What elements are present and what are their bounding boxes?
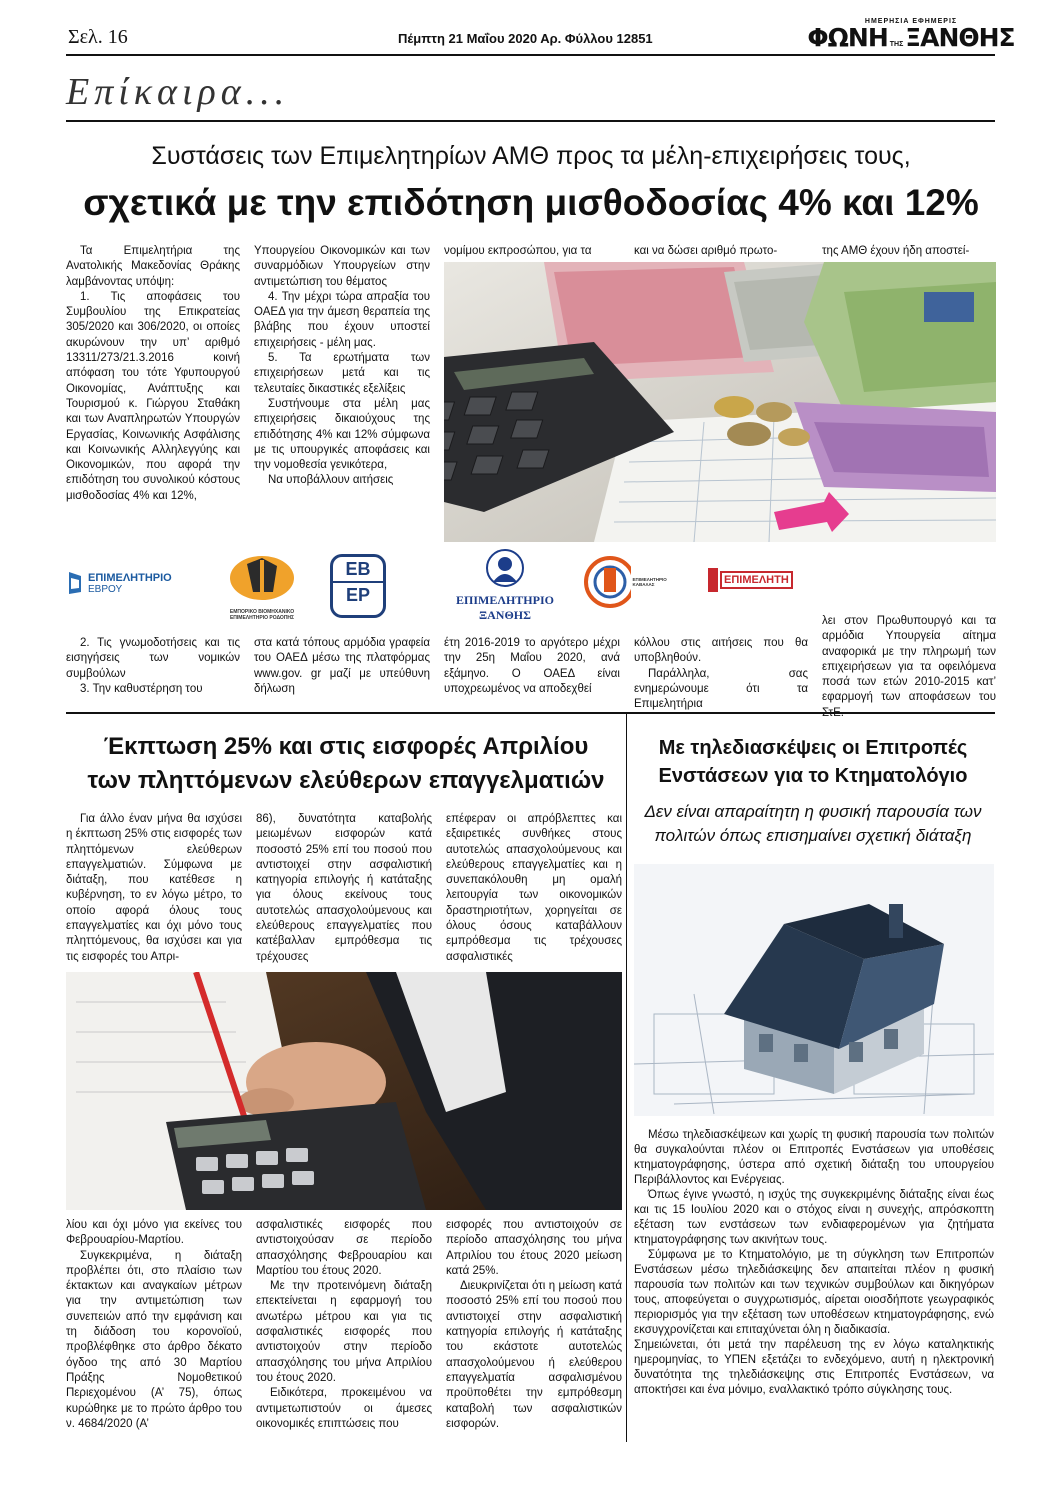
ebep-label-2: ΕΡ <box>333 581 383 607</box>
page-number: Σελ. 16 <box>68 26 128 48</box>
paragraph: κόλλου στις αιτήσεις που θα υποβληθούν. <box>634 637 808 665</box>
article2-title <box>66 730 626 798</box>
article1-bottom-column-1 <box>66 636 240 697</box>
article1-column-4-top: και να δώσει αριθμό πρωτο- <box>634 245 778 257</box>
section-rule <box>66 120 995 122</box>
paragraph: 3. Την καθυστέρηση του <box>80 682 203 695</box>
evros-chamber-label-1: ΕΠΙΜΕΛΗΤΗΡΙΟ <box>88 571 172 584</box>
article2-column-1-top <box>66 812 242 965</box>
kavala-chamber-logo <box>584 554 684 610</box>
article2-title-line2: των πληττόμενων ελεύθερων επαγγελματιών <box>87 767 605 794</box>
ebep-chamber-logo <box>330 554 386 618</box>
article3-title <box>632 734 994 790</box>
article2-column-2-top: 86), δυνατότητα καταβολής μειωμένων εισφορών κατά ποσοστό 25% επί του ποσού που αντιστοιχεί στην ασφαλιστική κατηγορία επιλογής ή κατάταξης για όλους εκείνους τους αυτοτελώς απασχολούμενους και ελεύθερους επαγγελματίες που κατέβαλλαν εμπρόθεσμα τις τρέχουσες <box>256 813 432 963</box>
paragraph: Να υποβάλλουν αιτήσεις <box>268 474 394 487</box>
calculator-hand-photo <box>66 972 622 1210</box>
article3-subtitle <box>632 800 994 848</box>
logo-word-tis: ΤΗΣ <box>889 41 904 48</box>
chambers-logos-strip <box>66 548 806 626</box>
article3-title-line2: Ενστάσεων για το Κτηματολόγιο <box>658 765 968 787</box>
article2-column-2-bottom <box>256 1218 432 1432</box>
article3-title-line1: Με τηλεδιασκέψεις οι Επιτροπές <box>658 737 968 759</box>
paragraph: Μέσω τηλεδιασκέψεων και χωρίς τη φυσική παρουσία των πολιτών θα συγκαλούνται πλέον οι Επιτροπές Ενστάσεων για υποθέσεις κτηματογράφησης, ύστερα από σχετική διάταξη του υπουργείου Περιβάλλοντος και Ενέργειας. <box>634 1129 994 1186</box>
article3-subtitle-line1: Δεν είναι απαραίτητη η φυσική παρουσία των <box>644 802 982 821</box>
paragraph: 5. Τα ερωτήματα των επιχειρήσεων μετά και τις τελευταίες δικαστικές εξελίξεις <box>254 352 430 395</box>
article1-bottom-column-3: έτη 2016-2019 το αργότερο μέχρι την 25η Μαΐου 2020, ανά εξάμηνο. Ο ΟΑΕΔ είναι υποχρεωμένος να αποδεχθεί <box>444 637 620 695</box>
logo-word-foni: ΦΩΝΗ <box>807 23 888 52</box>
kavala-chamber-label: ΕΠΙΜΕΛΗΤΗΡΙΟ ΚΑΒΑΛΑΣ <box>632 577 667 587</box>
house-blueprint-photo <box>634 864 994 1116</box>
paragraph: Ειδικότερα, προκειμένου να αντιμετωπιστούν οι άμεσες οικονομικές επιπτώσεις που <box>256 1387 432 1430</box>
xanthi-chamber-label-1: ΕΠΙΜΕΛΗΤΗΡΙΟ <box>456 593 554 607</box>
paragraph: Τα Επιμελητήρια της Ανατολικής Μακεδονίας Θράκης λαμβάνοντας υπόψη: <box>66 245 240 288</box>
article1-bottom-column-2: στα κατά τόπους αρμόδια γραφεία του ΟΑΕΔ μέσω της πλατφόρμας www.gov. gr μαζί με υπεύθυνη δήλωση <box>254 637 430 695</box>
paragraph: ασφαλιστικές εισφορές που αντιστοιχούσαν σε περίοδο απασχόλησης Φεβρουαρίου και Μαρτίου του έτους 2020. <box>256 1219 432 1277</box>
drama-chamber-label: ΕΠΙΜΕΛΗΤΗ <box>720 571 793 589</box>
newspaper-logo[interactable] <box>807 18 1015 58</box>
section-title: Επίκαιρα... <box>66 71 290 113</box>
logo-tagline: ΗΜΕΡΗΣΙΑ ΕΦΗΜΕΡΙΣ <box>864 18 958 25</box>
rodopi-chamber-logo <box>212 552 312 621</box>
evros-chamber-logo <box>66 570 186 596</box>
paragraph: Συγκεκριμένα, η διάταξη προβλέπει ότι, στο πλαίσιο των έκτακτων και αναγκαίων μέτρων για την αντιμετώπιση των συνεπειών από την εμφάνιση και τη διάδοση του κορονοϊού, προβλέφθηκε στο άρθρο δέκατο όγδοο της από 30 Μαρτίου Πράξης Νομοθετικού Περιεχομένου (Α’ 75), όπως κυρώθηκε με το πρώτο άρθρο του ν. 4684/2020 (Α’ <box>66 1249 242 1430</box>
xanthi-chamber-icon <box>485 548 525 588</box>
ebep-label-1: ΕΒ <box>345 559 371 579</box>
rodopi-chamber-label-1: ΕΜΠΟΡΙΚΟ ΒΙΟΜΗΧΑΝΙΚΟ <box>229 609 295 615</box>
paragraph: λίου και όχι μόνο για εκείνες του Φεβρουαρίου-Μαρτίου. <box>66 1219 242 1247</box>
kavala-chamber-icon <box>584 554 631 610</box>
article1-bottom-column-4 <box>634 636 808 712</box>
paragraph: Παράλληλα, σας ενημερώνουμε ότι τα Επιμελητήρια <box>634 667 808 711</box>
drama-chamber-logo <box>706 566 806 594</box>
article2-column-3-bottom <box>446 1218 622 1432</box>
evros-chamber-label-2: ΕΒΡΟΥ <box>88 583 123 595</box>
article1-column-1 <box>66 244 240 504</box>
article1-column-2 <box>254 244 430 489</box>
article1-column-5-top: της ΑΜΘ έχουν ήδη αποστεί- <box>822 245 970 257</box>
issue-info: Πέμπτη 21 Μαΐου 2020 Αρ. Φύλλου 12851 <box>398 31 653 46</box>
article2-title-line1: Έκπτωση 25% και στις εισφορές Απριλίου <box>103 733 589 760</box>
logo-word-xanthis: ΞΑΝΘΗΣ <box>905 23 1015 52</box>
paragraph: Όπως έγινε γνωστό, η ισχύς της συγκεκριμένης διάταξης είναι έως και τις 15 Ιουλίου 2020 και ο στόχος είναι η συνεχής, απρόσκοπτη εξέταση των ενστάσεων των ενδιαφερομένων για ζητήματα κτηματογράφησης των ακινήτων τους. <box>634 1189 994 1246</box>
paragraph: εισφορές που αντιστοιχούν σε περίοδο απασχόλησης του μήνα Απριλίου του έτους 2020 μείωση κατά 25%. <box>446 1219 622 1277</box>
rodopi-chamber-label-2: ΕΠΙΜΕΛΗΤΗΡΙΟ ΡΟΔΟΠΗΣ <box>229 615 295 621</box>
article2-column-3-top: επέφεραν οι απρόβλεπτες και εξαιρετικές συνθήκες στους αυτοτελώς απασχολούμενους και ελεύθερους επαγγελματίες και η συνεπακόλουθη μη ομαλή λειτουργία των οικονομικών δραστηριοτήτων, χορηγείται σε όλους όσους καταβάλλουν εμπρόθεσμα τις τρέχουσες ασφαλιστικές <box>446 813 622 963</box>
paragraph: Διευκρινίζεται ότι η μείωση κατά ποσοστό 25% επί του ποσού που αντιστοιχεί στην ασφαλιστική κατηγορία επιλογής ή κατάταξης του εκάστοτε αυτοτελώς απασχολούμενου ή ελεύθερου επαγγελματία ασφαλισμένου προϋποθέτει την εμπρόθεσμη καταβολή των ασφαλιστικών εισφορών. <box>446 1280 622 1430</box>
article3-subtitle-line2: πολιτών όπως επισημαίνει σχετική διάταξη <box>654 826 972 845</box>
paragraph: 4. Την μέχρι τώρα απραξία του ΟΑΕΔ για την άμεση θεραπεία της βλάβης που έχουν υποστεί επιχειρήσεις - μέλη μας. <box>254 290 430 349</box>
money-calculator-photo <box>444 262 996 542</box>
paragraph: 2. Τις γνωμοδοτήσεις και τις εισηγήσεις των νομικών συμβούλων <box>66 637 240 680</box>
article-divider-horizontal <box>66 712 995 714</box>
article1-column-3-top: νομίμου εκπροσώπου, για τα <box>444 245 592 257</box>
evros-chamber-icon <box>66 570 84 596</box>
xanthi-chamber-logo <box>450 548 560 623</box>
article1-title-line1: Συστάσεις των Επιμελητηρίων ΑΜΘ προς τα μέλη-επιχειρήσεις τους, <box>151 142 911 170</box>
paragraph: Συστήνουμε στα μέλη μας επιχειρήσεις δικαιούχους της επιδότησης 4% και 12% σύμφωνα με τις υπουργικές αποφάσεις και την νομοθεσία γενικότερα, <box>254 397 430 472</box>
article1-title-line2: σχετικά με την επιδότηση μισθοδοσίας 4% και 12% <box>83 182 979 223</box>
article1-column-5-bottom: λει στον Πρωθυπουργό και τα αρμόδια Υπουργεία αίτημα αναφορικά με την πληρωμή των επιχειρήσεων για τα οφειλόμενα ποσά των ετών 2010-2015 κατ’ εφαρμογή των αποφάσεων του <box>822 615 996 704</box>
rodopi-chamber-icon <box>227 552 297 604</box>
xanthi-chamber-label-2: ΞΑΝΘΗΣ <box>479 608 531 622</box>
article3-body <box>634 1128 994 1398</box>
paragraph: Σημειώνεται, ότι μετά την παρέλευση της εν λόγω καταληκτικής ημερομηνίας, το ΥΠΕΝ εξετάζει το ενδεχόμενο, αυτή η ηλεκτρονική δυνατότητα της τηλεδιάσκεψης στις Επιτροπές Ενστάσεων, να αποκτήσει και ένα μόνιμο, εναλλακτικό τρόπο σύγκλησης τους. <box>634 1339 994 1396</box>
article2-column-1-bottom <box>66 1218 242 1432</box>
header-rule <box>66 54 995 56</box>
paragraph: Με την προτεινόμενη διάταξη επεκτείνεται η εφαρμογή του ανωτέρω μέτρου και για τις ασφαλιστικές εισφορές που αντιστοιχούν στην περίοδο απασχόλησης του μήνα Απριλίου του έτους 2020. <box>256 1280 432 1384</box>
drama-chamber-icon <box>706 566 720 594</box>
paragraph: Για άλλο έναν μήνα θα ισχύσει η έκπτωση 25% στις εισφορές των πληττόμενων ελεύθερων επαγγελματιών. Σύμφωνα με διάταξη, που κατέθεσε η κυβέρνηση, το εν λόγω μέτρο, το οποίο αφορά όλους τους επαγγελματίες και όχι μόνο τους πληττόμενους, θα ισχύσει και για τις εισφορές του Απρι- <box>66 813 242 963</box>
paragraph: Υπουργείου Οικονομικών και των συναρμόδιων Υπουργείων στην αντιμετώπιση του θέματος <box>254 245 430 288</box>
paragraph: Σύμφωνα με το Κτηματολόγιο, με τη σύγκληση των Επιτροπών Ενστάσεων μέσω τηλεδιάσκεψης δεν απαιτείται πλέον η φυσική παρουσία των πολιτών και των τεχνικών συμβούλων και δικηγόρων τους, αποφεύγεται ο συγχρωτισμός, αίρεται οιοσδήποτε γεωγραφικός περιορισμός για την εξέταση των υποθέσεων κτηματογράφησης, ενώ εκσυγχρονίζεται και επιταχύνεται όλη η διαδικασία. <box>634 1249 994 1336</box>
paragraph: 1. Τις αποφάσεις του Συμβουλίου της Επικρατείας 305/2020 και 306/2020, οι οποίες ακυρώνουν την υπ’ αριθμό 13311/273/21.3.2016 κοινή απόφαση του τότε Υφυπουργού Οικονομίας, Ανάπτυξης και Τουρισμού κ. Γιώργου Σταθάκη και των Αναπληρωτών Υπουργών Εργασίας, Κοινωνικής Ασφάλισης και Κοινωνικής Αλληλεγγύης και Οικονομικών, που αφορά την επιδότηση του συνολικού κόστους μισθοδοσίας 4% και 12%, <box>66 290 240 502</box>
article-divider-vertical <box>626 712 627 1442</box>
